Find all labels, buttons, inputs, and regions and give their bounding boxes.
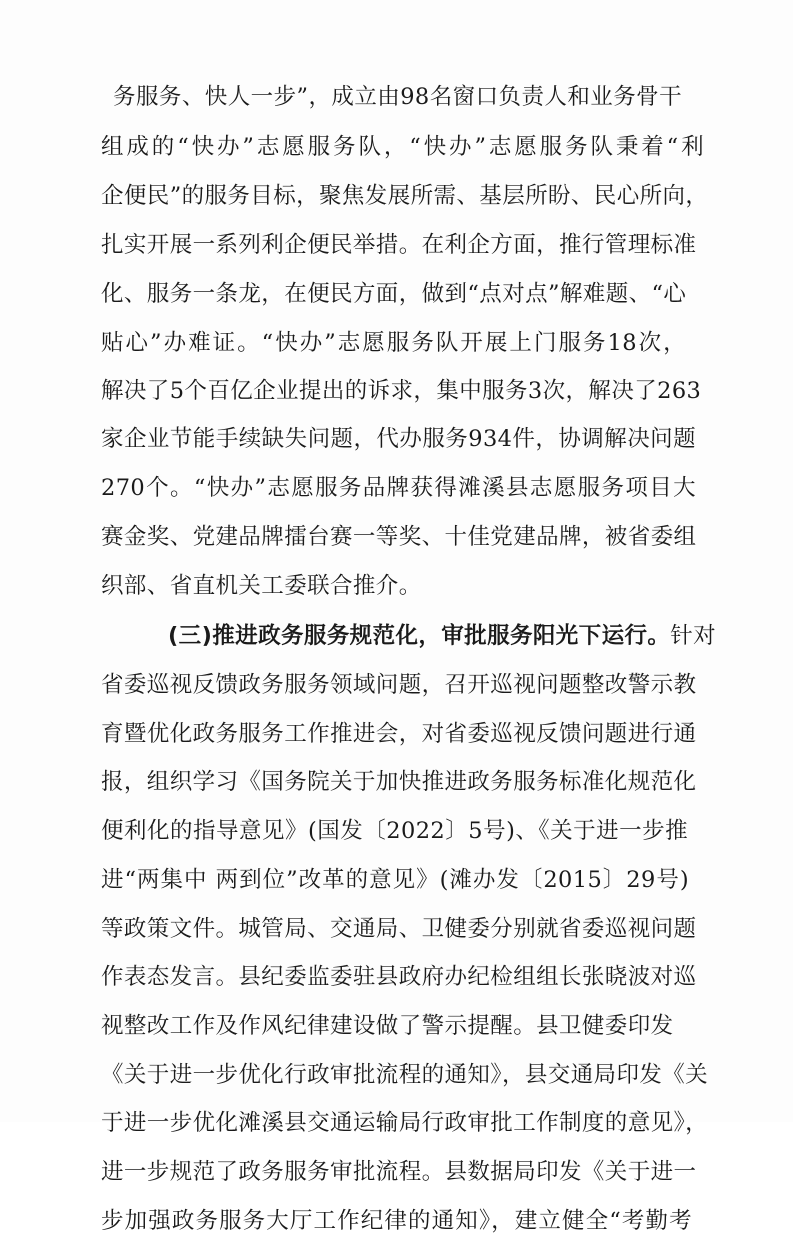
- section-heading-tail: 针对: [670, 623, 717, 649]
- text-line: 育暨优化政务服务工作推进会，对省委巡视反馈问题进行通: [101, 721, 697, 747]
- text-line: 解决了5个百亿企业提出的诉求，集中服务3次，解决了263: [101, 378, 702, 404]
- text-line: 进一步规范了政务服务审批流程。县数据局印发《关于进一: [101, 1159, 697, 1185]
- text-line: 便利化的指导意见》(国发〔2022〕5号)、《关于进一步推: [101, 818, 688, 844]
- text-line: 作表态发言。县纪委监委驻县政府办纪检组组长张晓波对巡: [101, 964, 697, 990]
- text-line: 组成的“快办”志愿服务队，“快办”志愿服务队秉着“利: [101, 134, 704, 160]
- text-line: 扎实开展一系列利企便民举措。在利企方面，推行管理标准: [101, 232, 697, 258]
- text-line: 务服务、快人一步”，成立由98名窗口负责人和业务骨干: [113, 84, 682, 110]
- text-line: 省委巡视反馈政务服务领域问题，召开巡视问题整改警示教: [101, 672, 697, 698]
- text-line: 报，组织学习《国务院关于加快推进政务服务标准化规范化: [101, 769, 697, 795]
- text-line: 化、服务一条龙，在便民方面，做到“点对点”解难题、“心: [101, 281, 687, 307]
- text-line: 等政策文件。城管局、交通局、卫健委分别就省委巡视问题: [101, 916, 697, 942]
- section-heading: (三)推进政务服务规范化，审批服务阳光下运行。: [168, 623, 671, 649]
- section-heading-line: [168, 616, 717, 656]
- text-line: 企便民”的服务目标，聚焦发展所需、基层所盼、民心所向，: [101, 183, 709, 209]
- text-line: 于进一步优化滩溪县交通运输局行政审批工作制度的意见》，: [101, 1110, 709, 1136]
- text-line: 进“两集中 两到位”改革的意见》(滩办发〔2015〕29号): [101, 867, 689, 893]
- text-line: 270个。“快办”志愿服务品牌获得滩溪县志愿服务项目大: [101, 475, 696, 501]
- text-line: 视整改工作及作风纪律建设做了警示提醒。县卫健委印发: [101, 1013, 674, 1039]
- text-line: 《关于进一步优化行政审批流程的通知》，县交通局印发《关: [101, 1062, 709, 1088]
- text-line: 步加强政务服务大厅工作纪律的通知》，建立健全“考勤考: [101, 1208, 692, 1234]
- text-line: 赛金奖、党建品牌擂台赛一等奖、十佳党建品牌，被省委组: [101, 524, 697, 550]
- text-line: 贴心”办难证。“快办”志愿服务队开展上门服务18次，: [101, 330, 686, 356]
- text-line: 家企业节能手续缺失问题，代办服务934件，协调解决问题: [101, 426, 696, 452]
- text-line: 织部、省直机关工委联合推介。: [101, 573, 422, 599]
